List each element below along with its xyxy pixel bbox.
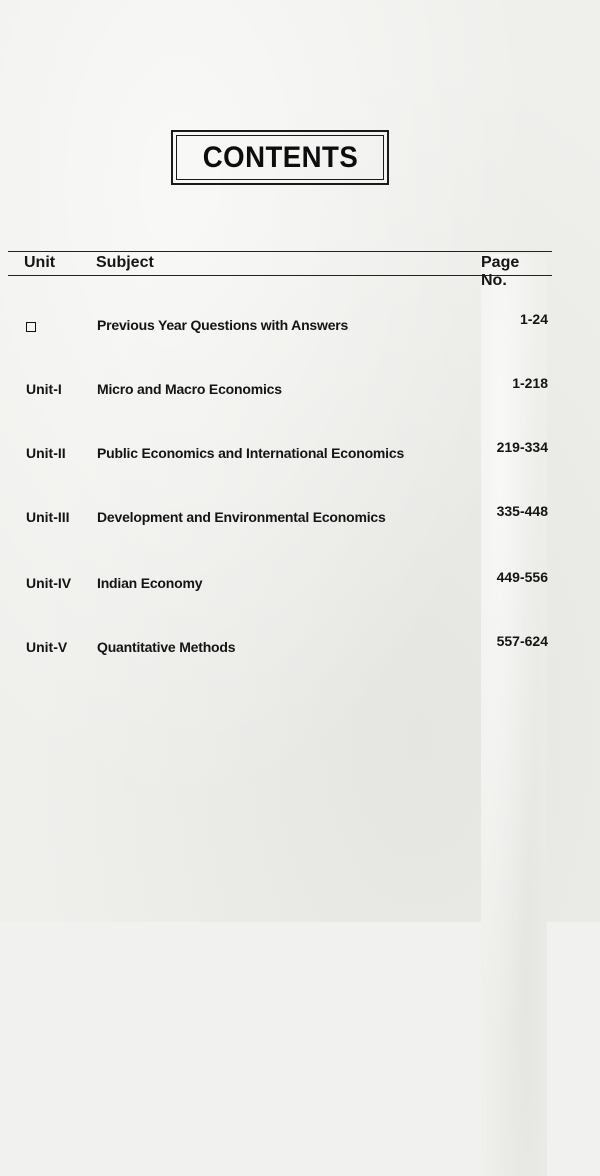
- table-row: [0, 375, 600, 405]
- row-pages: 335-448: [496, 503, 548, 519]
- title-frame: [171, 130, 389, 185]
- row-pages: 449-556: [496, 569, 548, 585]
- row-pages: 219-334: [496, 439, 548, 455]
- row-unit-marker: [26, 317, 36, 335]
- row-unit: Unit-IV: [26, 575, 72, 591]
- table-row: [0, 311, 600, 341]
- table-header-rule: [8, 275, 552, 276]
- row-subject: Indian Economy: [97, 575, 203, 591]
- row-subject: Public Economics and International Economics: [97, 445, 405, 461]
- column-header-page: Page No.: [481, 254, 547, 1176]
- row-subject: Development and Environmental Economics: [97, 509, 386, 525]
- title-frame-inner: [176, 135, 384, 180]
- checkbox-icon: [26, 322, 36, 332]
- table-row: [0, 569, 600, 599]
- table-top-rule: [8, 251, 552, 252]
- row-unit: Unit-I: [26, 381, 62, 397]
- table-row: [0, 633, 600, 663]
- page-title: CONTENTS: [202, 140, 358, 174]
- row-unit: Unit-V: [26, 639, 68, 655]
- row-unit: Unit-II: [26, 445, 66, 461]
- row-subject: Quantitative Methods: [97, 639, 236, 655]
- row-subject: Micro and Macro Economics: [97, 381, 282, 397]
- row-pages: 1-218: [512, 375, 548, 391]
- column-header-subject: Subject: [96, 254, 154, 271]
- row-unit: Unit-III: [26, 509, 70, 525]
- table-row: [0, 439, 600, 469]
- column-header-unit: Unit: [24, 254, 56, 271]
- row-pages: 1-24: [519, 311, 548, 327]
- table-row: [0, 503, 600, 533]
- row-pages: 557-624: [496, 633, 548, 649]
- row-subject: Previous Year Questions with Answers: [97, 317, 349, 333]
